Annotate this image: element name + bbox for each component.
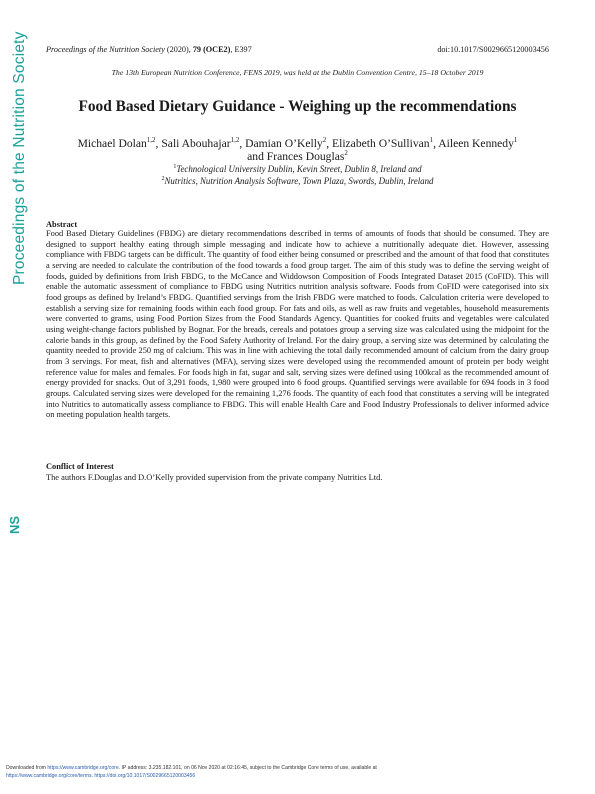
running-header [46, 45, 252, 54]
conference-note: The 13th European Nutrition Conference, FENS 2019, was held at the Dublin Convention Centre, 15–18 October 2019 [111, 68, 484, 77]
cambridge-core-link[interactable]: https://www.cambridge.org/core [47, 765, 119, 771]
author: Damian O’Kelly$^2$, [245, 136, 333, 150]
footer-line-2: https://www.cambridge.org/core/terms. https://doi.org/10.1017/S0029665120003456 [6, 772, 196, 779]
ns-logo-text: NS [7, 515, 22, 535]
affiliation: $^1$Technological University Dublin, Kevin Street, Dublin 8, Ireland and [173, 164, 422, 174]
author: Sali Abouhajar$^{1,2}$, [161, 136, 246, 150]
footer-line-1: Downloaded from https://www.cambridge.org/core. IP address: 3.235.182.101, on 06 Nov 2020 at 02:16:45, subject to the Cambridge Core terms of use, available at [6, 765, 377, 771]
author: and Frances Douglas$^2$ [247, 149, 348, 163]
conflict-text: The authors F.Douglas and D.O’Kelly provided supervision from the private company Nutritics Ltd. [46, 473, 383, 482]
terms-link[interactable]: https://www.cambridge.org/core/terms [6, 772, 92, 779]
journal-year: (2020), [166, 45, 191, 54]
doi-link[interactable]: https://doi.org/10.1017/S0029665120003456 [94, 772, 196, 779]
paper-title: Food Based Dietary Guidance - Weighing up the recommendations [78, 98, 517, 115]
abstract-text: Food Based Dietary Guidelines (FBDG) are dietary recommendations described in terms of amounts of foods that should be consumed. They are designed to support healthy eating through simple messaging and indicate how to achieve a nutritionally adequate diet. However, assessing compliance with FBDG targets can be difficult. The quantity of food either being consumed or prescribed and the amount of that food that constitutes a serving are needed to calculate the contribution of the food towards a food group target. The aim of this study was to define the serving weight of foods, guided by definitions from Irish FBDG, to the McCance and Widdowson Composition of Foods Integrated Dataset 2015 (CoFID). This will enable the automatic assessment of compliance to FBDG using Nutritics nutrition analysis software. Foods from CoFID were categorised into six food groups as defined by Ireland’s FBDG. Quantified servings from the Irish FBDG were matched to foods. Calculation criteria were developed to establish a serving size for remaining foods within each food group. For fats and oils, as well as raw fruits and vegetables, household measurements were converted to grams, using Food Portion Sizes from the Food Standards Agency. Quantities for cooked fruits and vegetables were calculated using weight-change factors published by Bognar. For the breads, cereals and potatoes group a serving size was calculated using the midpoint for the calorie bands in this group, as defined by the Food Safety Authority of Ireland. For the dairy group, a serving size was determined by calculating the quantity needed to provide 250 mg of calcium. This was in line with achieving the total daily recommended amount of calcium from the dairy group from 3 servings. For meat, fish and alternatives (MFA), serving sizes were developed using the recommended amount of protein per body weight reference value for males and females. For foods high in fat, sugar and salt, serving sizes were defined using 100kcal as the recommended amount of energy provided for snacks. Out of 3,291 foods, 1,980 were grouped into 6 food groups. Quantified servings were available for 694 foods in 3 food groups. Calculated serving sizes were developed for the remaining 1,276 foods. The quantity of each food that constitutes a serving will be integrated into Nutritics to automatically assess compliance to FBDG. This will enable Health Care and Food Industry Professionals to deliver informed advice on meeting population health targets. [46, 229, 549, 420]
affiliation: $^2$Nutritics, Nutrition Analysis Software, Town Plaza, Swords, Dublin, Ireland [161, 176, 434, 186]
author: Michael Dolan$^{1,2}$, [77, 136, 162, 150]
journal-name: Proceedings of the Nutrition Society [46, 45, 165, 54]
journal-volume: 79 (OCE2) [192, 45, 231, 54]
journal-sidebar-title: Proceedings of the Nutrition Society [11, 31, 28, 285]
author-list [40, 137, 555, 163]
conflict-heading: Conflict of Interest [46, 462, 114, 471]
author: Aileen Kennedy$^1$ [438, 136, 518, 150]
ns-logo-icon [7, 511, 31, 539]
download-footer [6, 765, 377, 781]
abstract-heading: Abstract [46, 220, 78, 229]
author: Elizabeth O’Sullivan$^1$, [332, 136, 439, 150]
page-number: , E397 [230, 45, 252, 54]
doi[interactable]: doi:10.1017/S0029665120003456 [437, 45, 549, 54]
